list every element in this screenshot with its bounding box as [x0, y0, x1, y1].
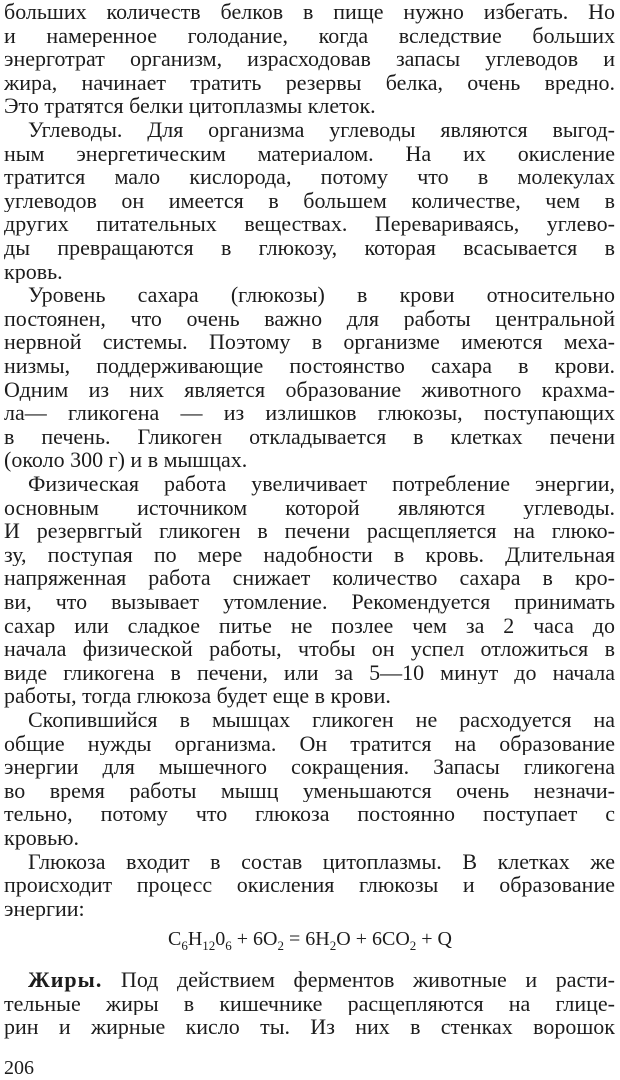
text-line: виде гликогена в печени, или за 5—10 минут до начала: [4, 660, 615, 685]
text-line: (около 300 г) и в мышцах.: [4, 448, 248, 472]
text-line: и намеренное голодание, когда вследствие больших: [4, 23, 615, 48]
formula-subscript: 12: [202, 938, 216, 954]
text-line: жира, начинает тратить резервы белка, очень вредно.: [4, 70, 615, 95]
text-line: тратится мало кислорода, потому что в молекулах: [4, 165, 615, 189]
text-line: И резервггый гликоген в печени расщепляется на глюко-: [4, 519, 615, 543]
formula-part: O + 6CO: [336, 928, 410, 951]
text-line: Углеводы. Для организма углеводы являются выгод-: [28, 118, 615, 142]
glucose-oxidation-formula: [0, 926, 620, 959]
text-line: Глюкоза входит в состав цитоплазмы. В клетках же: [28, 849, 615, 874]
text-line: ды превращаются в глюкозу, которая всасывается в: [4, 236, 615, 260]
text-line: энергии для мышечного сокращения. Запасы гликогена: [4, 755, 615, 779]
text-line: происходит процесс окисления глюкозы и образование: [4, 873, 615, 897]
text-line: Это тратятся белки цитоплазмы клеток.: [4, 94, 376, 118]
text-line: больших количеств белков в пище нужно избегать. Но: [4, 0, 615, 24]
section-heading-fats: Жиры.: [28, 968, 103, 992]
formula-part: H: [187, 928, 203, 951]
text-line: начала физической работы, чтобы он успел отложиться в: [4, 637, 615, 661]
text-line: рин и жирные кисло ты. Из них в стенках ворошок: [4, 1015, 615, 1039]
text-line: тельные жиры в кишечнике расщепляются на глице-: [4, 991, 615, 1016]
formula-part: 0: [215, 928, 226, 951]
text-line: кровь.: [4, 259, 63, 284]
text-line: [28, 968, 615, 992]
text-line: в печень. Гликоген откладывается в клетках печени: [4, 424, 615, 449]
text-line: сахар или сладкое питье не позлее чем за 2 часа до: [4, 613, 615, 638]
formula-part: + Q: [416, 928, 452, 951]
text-line: зу, поступая по мере надобности в кровь. Длительная: [4, 542, 615, 567]
text-line: во время работы мышц уменьшаются очень незначи-: [4, 778, 615, 803]
page-number: 206: [4, 1057, 34, 1079]
text-line: ла— гликогена — из излишков глюкозы, поступающих: [4, 401, 615, 425]
text-run: Под действием ферментов животные и расти-: [102, 968, 615, 992]
text-line: основным источником которой являются углеводы.: [4, 495, 615, 520]
formula-part: = 6H: [284, 928, 330, 951]
text-line: напряженная работа снижает количество сахара в кро-: [4, 566, 615, 590]
formula-part: + 6O: [231, 928, 278, 951]
text-line: ным энергетическим материалом. На их окисление: [4, 141, 615, 166]
text-line: Физическая работа увеличивает потребление энергии,: [28, 472, 615, 496]
text-line: тельно, потому что глюкоза постоянно поступает с: [4, 802, 615, 826]
formula-subscript: 2: [409, 938, 417, 954]
formula-subscript: 2: [329, 938, 337, 954]
text-line: энерготрат организм, израсходовав запасы углеводов и: [4, 47, 615, 71]
text-line: Одним из них является образование животного крахма-: [4, 377, 615, 402]
text-line: Скопившийся в мышцах гликоген не расходуется на: [28, 708, 615, 732]
text-line: других питательных веществах. Перевариваясь, углево-: [4, 212, 615, 236]
text-line: нервной системы. Поэтому в организме имеются меха-: [4, 330, 615, 354]
formula-subscript: 2: [277, 938, 285, 954]
text-line: постоянен, что очень важно для работы центральной: [4, 306, 615, 331]
formula-part: C: [167, 928, 182, 951]
formula-subscript: 6: [181, 938, 188, 954]
text-line: работы, тогда глюкоза будет еще в крови.: [4, 684, 391, 708]
text-line: ви, что вызывает утомление. Рекомендуется принимать: [4, 590, 615, 614]
text-line: общие нужды организма. Он тратится на образование: [4, 731, 615, 756]
text-line: энергии:: [4, 896, 85, 921]
text-line: кровью.: [4, 826, 80, 850]
text-line: углеводов он имеется в большем количестве, чем в: [4, 188, 615, 213]
formula-subscript: 6: [225, 938, 232, 954]
text-line: низмы, поддерживающие постоянство сахара в крови.: [4, 354, 615, 378]
text-line: Уровень сахара (глюкозы) в крови относительно: [28, 283, 615, 307]
